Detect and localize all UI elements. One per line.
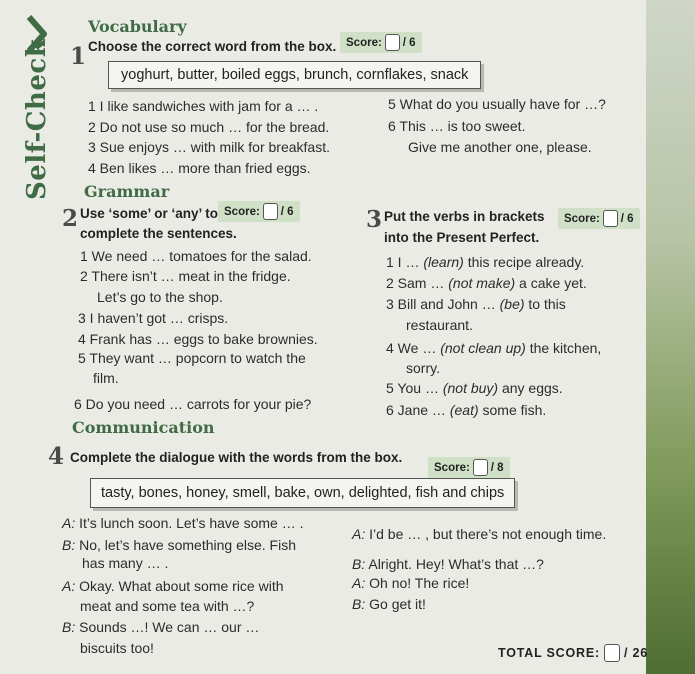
ex3-line-4-cont: sorry. [406, 360, 440, 376]
communication-heading: Communication [72, 418, 215, 437]
exercise-3-score [558, 208, 640, 229]
dialogue-left-3: has many … . [82, 555, 169, 571]
exercise-2-instruction-2: complete the sentences. [80, 226, 237, 241]
score-label: Score: [346, 36, 382, 49]
score-box[interactable] [263, 203, 278, 220]
vocab-item-1: 1 I like sandwiches with jam for a … . [88, 98, 319, 114]
ex3-line-1: 1 I … (learn) this recipe already. [386, 254, 585, 270]
exercise-2-number: 2 [62, 205, 79, 232]
dialogue-right-2: B: Alright. Hey! What’s that …? [352, 556, 544, 572]
grammar-heading: Grammar [84, 182, 170, 201]
total-score-label: TOTAL SCORE: [498, 646, 600, 660]
score-label: Score: [434, 461, 470, 474]
score-label: Score: [564, 212, 600, 225]
score-total: / 8 [490, 461, 504, 474]
exercise-3-instruction-1: Put the verbs in brackets [384, 209, 545, 224]
ex3-line-2: 2 Sam … (not make) a cake yet. [386, 275, 587, 291]
vocab-item-6: 6 This … is too sweet. [388, 118, 526, 134]
total-score-value: / 26 [623, 646, 649, 660]
ex3-line-3-cont: restaurant. [406, 317, 473, 333]
score-total: / 6 [402, 36, 416, 49]
dialogue-left-6: B: Sounds …! We can … our … [62, 619, 260, 635]
exercise-4-number: 4 [48, 443, 65, 470]
score-total: / 6 [620, 212, 634, 225]
exercise-1-score [340, 32, 422, 53]
ex2-line-2: 2 There isn’t … meat in the fridge. [80, 268, 291, 284]
exercise-2-instruction-1: Use ‘some’ or ‘any’ to [80, 206, 219, 221]
ex2-line-1: 1 We need … tomatoes for the salad. [80, 248, 312, 264]
exercise-4-instruction: Complete the dialogue with the words from the box. [70, 450, 403, 465]
ex2-line-4: 4 Frank has … eggs to bake brownies. [78, 331, 318, 347]
vocab-item-5: 5 What do you usually have for …? [388, 96, 606, 112]
exercise-4-score [428, 457, 510, 478]
exercise-1-instruction: Choose the correct word from the box. [88, 39, 337, 54]
exercise-1-number: 1 [70, 43, 87, 70]
dialogue-left-4: A: Okay. What about some rice with [62, 578, 284, 594]
dialogue-left-1: A: It’s lunch soon. Let’s have some … . [62, 515, 304, 531]
dialogue-left-7: biscuits too! [80, 640, 154, 656]
score-label: Score: [224, 205, 260, 218]
vocabulary-heading: Vocabulary [88, 17, 187, 36]
exercise-3-instruction-2: into the Present Perfect. [384, 230, 540, 245]
score-box[interactable] [603, 210, 618, 227]
score-total: / 6 [280, 205, 294, 218]
dialogue-left-5: meat and some tea with …? [80, 598, 255, 614]
vocab-item-2: 2 Do not use so much … for the bread. [88, 119, 330, 135]
dialogue-left-2: B: No, let’s have something else. Fish [62, 537, 296, 553]
ex3-line-6: 6 Jane … (eat) some fish. [386, 402, 547, 418]
ex2-line-6: 6 Do you need … carrots for your pie? [74, 396, 312, 412]
score-box[interactable] [473, 459, 488, 476]
ex2-line-2-cont: Let’s go to the shop. [97, 289, 223, 305]
background-foliage [646, 0, 695, 674]
dialogue-right-4: B: Go get it! [352, 596, 426, 612]
vocabulary-word-box: yoghurt, butter, boiled eggs, brunch, cornflakes, snack [108, 61, 481, 89]
ex2-line-5-cont: film. [93, 370, 119, 386]
self-check-label: Self-Check [22, 38, 52, 200]
ex3-line-5: 5 You … (not buy) any eggs. [386, 380, 563, 396]
exercise-2-score [218, 201, 300, 222]
ex3-line-3: 3 Bill and John … (be) to this [386, 296, 566, 312]
score-box[interactable] [385, 34, 400, 51]
vocab-item-3: 3 Sue enjoys … with milk for breakfast. [88, 139, 330, 155]
dialogue-right-1: A: I’d be … , but there’s not enough time. [352, 526, 607, 542]
ex3-line-4: 4 We … (not clean up) the kitchen, [386, 340, 602, 356]
total-score-box[interactable] [604, 644, 620, 662]
dialogue-right-3: A: Oh no! The rice! [352, 575, 470, 591]
exercise-3-number: 3 [366, 206, 383, 233]
ex2-line-5: 5 They want … popcorn to watch the [78, 350, 306, 366]
communication-word-box: tasty, bones, honey, smell, bake, own, delighted, fish and chips [90, 478, 515, 508]
total-score [498, 644, 648, 662]
ex2-line-3: 3 I haven’t got … crisps. [78, 310, 229, 326]
vocab-item-4: 4 Ben likes … more than fried eggs. [88, 160, 311, 176]
vocab-item-6-cont: Give me another one, please. [408, 139, 592, 155]
